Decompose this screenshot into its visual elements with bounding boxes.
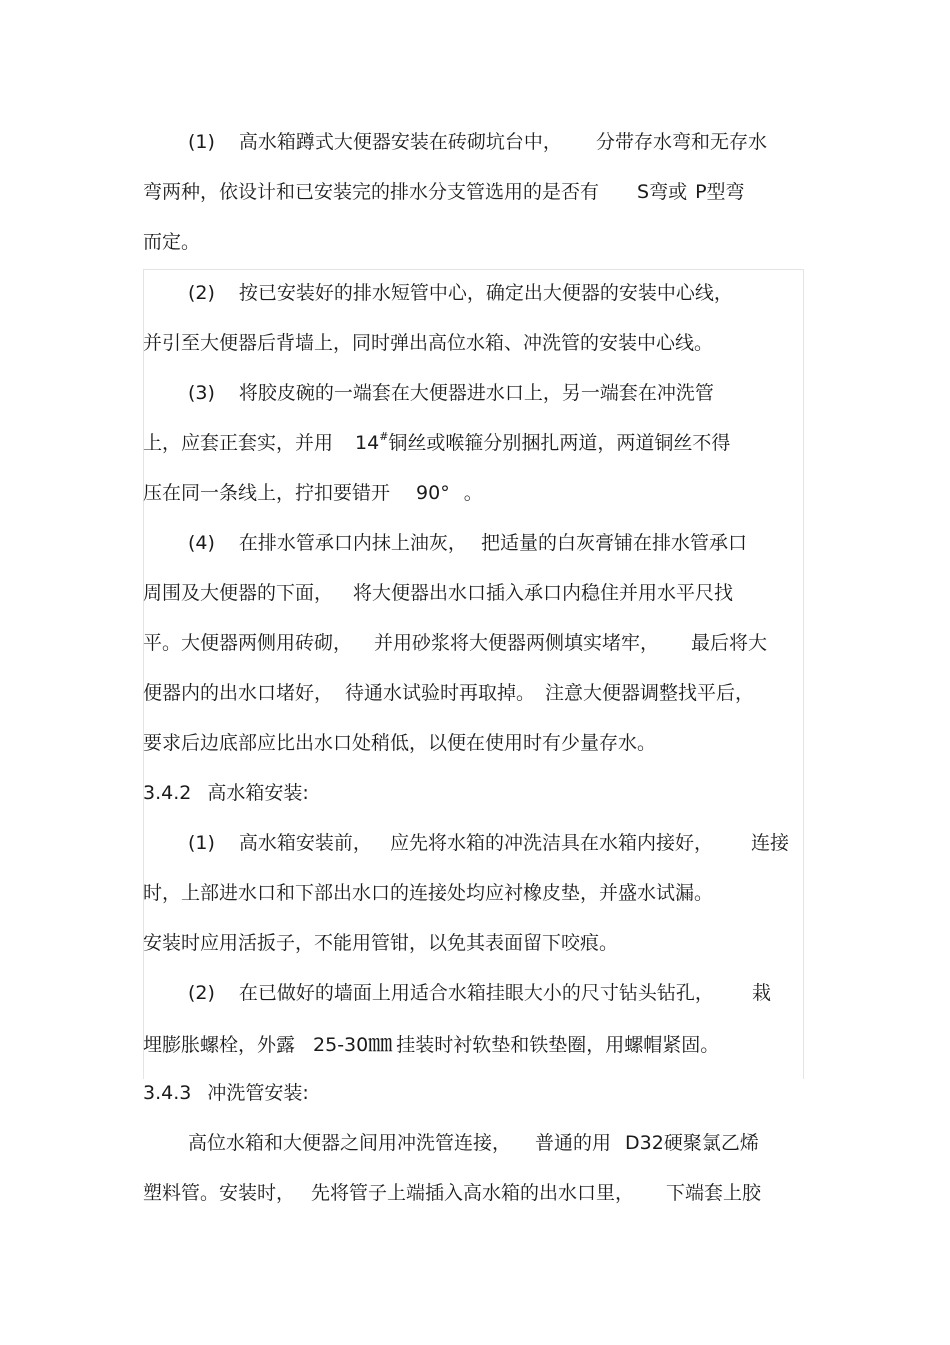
section-title: 高水箱安装: [207, 782, 309, 804]
paragraph-line [188, 981, 771, 1005]
text-run: 压在同一条线上，拧扣要错开 [143, 482, 391, 504]
item-number: (1) [188, 832, 215, 854]
paragraph-line [188, 281, 733, 305]
frame-top-border [143, 269, 804, 270]
text-run: 待通水试验时再取掉。 [345, 682, 536, 704]
paragraph-line [188, 831, 789, 855]
text-run: 周围及大便器的下面， [143, 582, 334, 604]
item-number: (3) [188, 382, 215, 404]
paragraph-line [143, 431, 730, 455]
text-run: S弯或 [637, 181, 688, 203]
paragraph-line [143, 681, 754, 705]
text-run: 将大便器出水口插入承口内稳住并用水平尺找 [353, 582, 734, 604]
text-run: 挂装时衬软垫和铁垫圈，用螺帽紧固。 [396, 1034, 720, 1056]
text-run: 先将管子上端插入高水箱的出水口里， [311, 1182, 635, 1204]
paragraph-line [143, 1181, 761, 1205]
paragraph-line [143, 731, 656, 755]
text-run: D32硬聚氯乙烯 [625, 1132, 759, 1154]
item-number: (4) [188, 532, 215, 554]
text-run: 铜丝或喉箍分别捆扎两道，两道铜丝不得 [388, 432, 731, 454]
paragraph-line [188, 130, 767, 154]
paragraph-line [143, 931, 618, 955]
text-run: 塑料管。安装时， [143, 1182, 296, 1204]
text-run: 25-30 [313, 1034, 369, 1056]
section-number: 3.4.2 [143, 782, 192, 804]
item-number: (1) [188, 131, 215, 153]
text-run: 要求后边底部应比出水口处稍低，以便在使用时有少量存水。 [143, 732, 657, 754]
text-run: 分带存水弯和无存水 [595, 131, 767, 153]
text-run: 90° [416, 482, 450, 504]
text-run: 连接 [750, 832, 789, 854]
text-run: 注意大便器调整找平后， [545, 682, 755, 704]
text-run: 安装时应用活扳子，不能用管钳，以免其表面留下咬痕。 [143, 932, 619, 954]
paragraph-line [143, 881, 713, 905]
text-run: 。 [463, 482, 483, 504]
section-heading-3-4-3 [143, 1081, 309, 1105]
text-run: 在排水管承口内抹上油灰， [238, 532, 467, 554]
text-run: 应先将水箱的冲洗洁具在水箱内接好， [389, 832, 713, 854]
text-run: 埋膨胀螺栓，外露 [143, 1034, 296, 1056]
text-run: P型弯 [695, 181, 745, 203]
text-run: 而定。 [143, 231, 201, 253]
text-run: 下端套上胶 [666, 1182, 762, 1204]
text-run: 上，应套正套实，并用 [143, 432, 334, 454]
paragraph-line [143, 180, 745, 204]
unit-mm: ㎜ [368, 1029, 393, 1057]
text-run: 时，上部进水口和下部出水口的连接处均应衬橡皮垫，并盛水试漏。 [143, 882, 714, 904]
paragraph-line [143, 1031, 719, 1055]
paragraph-line [188, 381, 714, 405]
text-run: 高位水箱和大便器之间用冲洗管连接， [188, 1132, 512, 1154]
text-run: 将胶皮碗的一端套在大便器进水口上，另一端套在冲洗管 [238, 382, 714, 404]
text-run: 便器内的出水口堵好， [143, 682, 334, 704]
item-number: (2) [188, 282, 215, 304]
section-heading-3-4-2 [143, 781, 309, 805]
text-run: 并用砂浆将大便器两侧填实堵牢， [374, 632, 660, 654]
section-title: 冲洗管安装: [207, 1082, 309, 1104]
text-run: 在已做好的墙面上用适合水箱挂眼大小的尺寸钻头钻孔， [238, 982, 714, 1004]
paragraph-line [143, 631, 767, 655]
text-run: 14 [355, 432, 380, 454]
paragraph-line [188, 1131, 759, 1155]
text-run: 弯两种，依设计和已安装完的排水分支管选用的是否有 [143, 181, 600, 203]
text-run: 平。大便器两侧用砖砌， [143, 632, 353, 654]
paragraph-line [143, 581, 733, 605]
paragraph-line [143, 331, 713, 355]
paragraph-line [188, 531, 747, 555]
superscript-mark: # [379, 429, 389, 443]
frame-right-border [803, 269, 804, 1079]
text-run: 把适量的白灰膏铺在排水管承口 [480, 532, 747, 554]
frame-left-border [143, 269, 144, 1079]
text-run: 栽 [751, 982, 771, 1004]
text-run: 普通的用 [535, 1132, 612, 1154]
section-number: 3.4.3 [143, 1082, 192, 1104]
paragraph-line [143, 230, 200, 254]
text-run: 并引至大便器后背墙上，同时弹出高位水箱、冲洗管的安装中心线。 [143, 332, 714, 354]
text-run: 按已安装好的排水短管中心，确定出大便器的安装中心线， [238, 282, 733, 304]
text-run: 最后将大 [691, 632, 768, 654]
text-run: 高水箱蹲式大便器安装在砖砌坑台中， [238, 131, 562, 153]
text-run: 高水箱安装前， [238, 832, 372, 854]
paragraph-line [143, 481, 483, 505]
item-number: (2) [188, 982, 215, 1004]
